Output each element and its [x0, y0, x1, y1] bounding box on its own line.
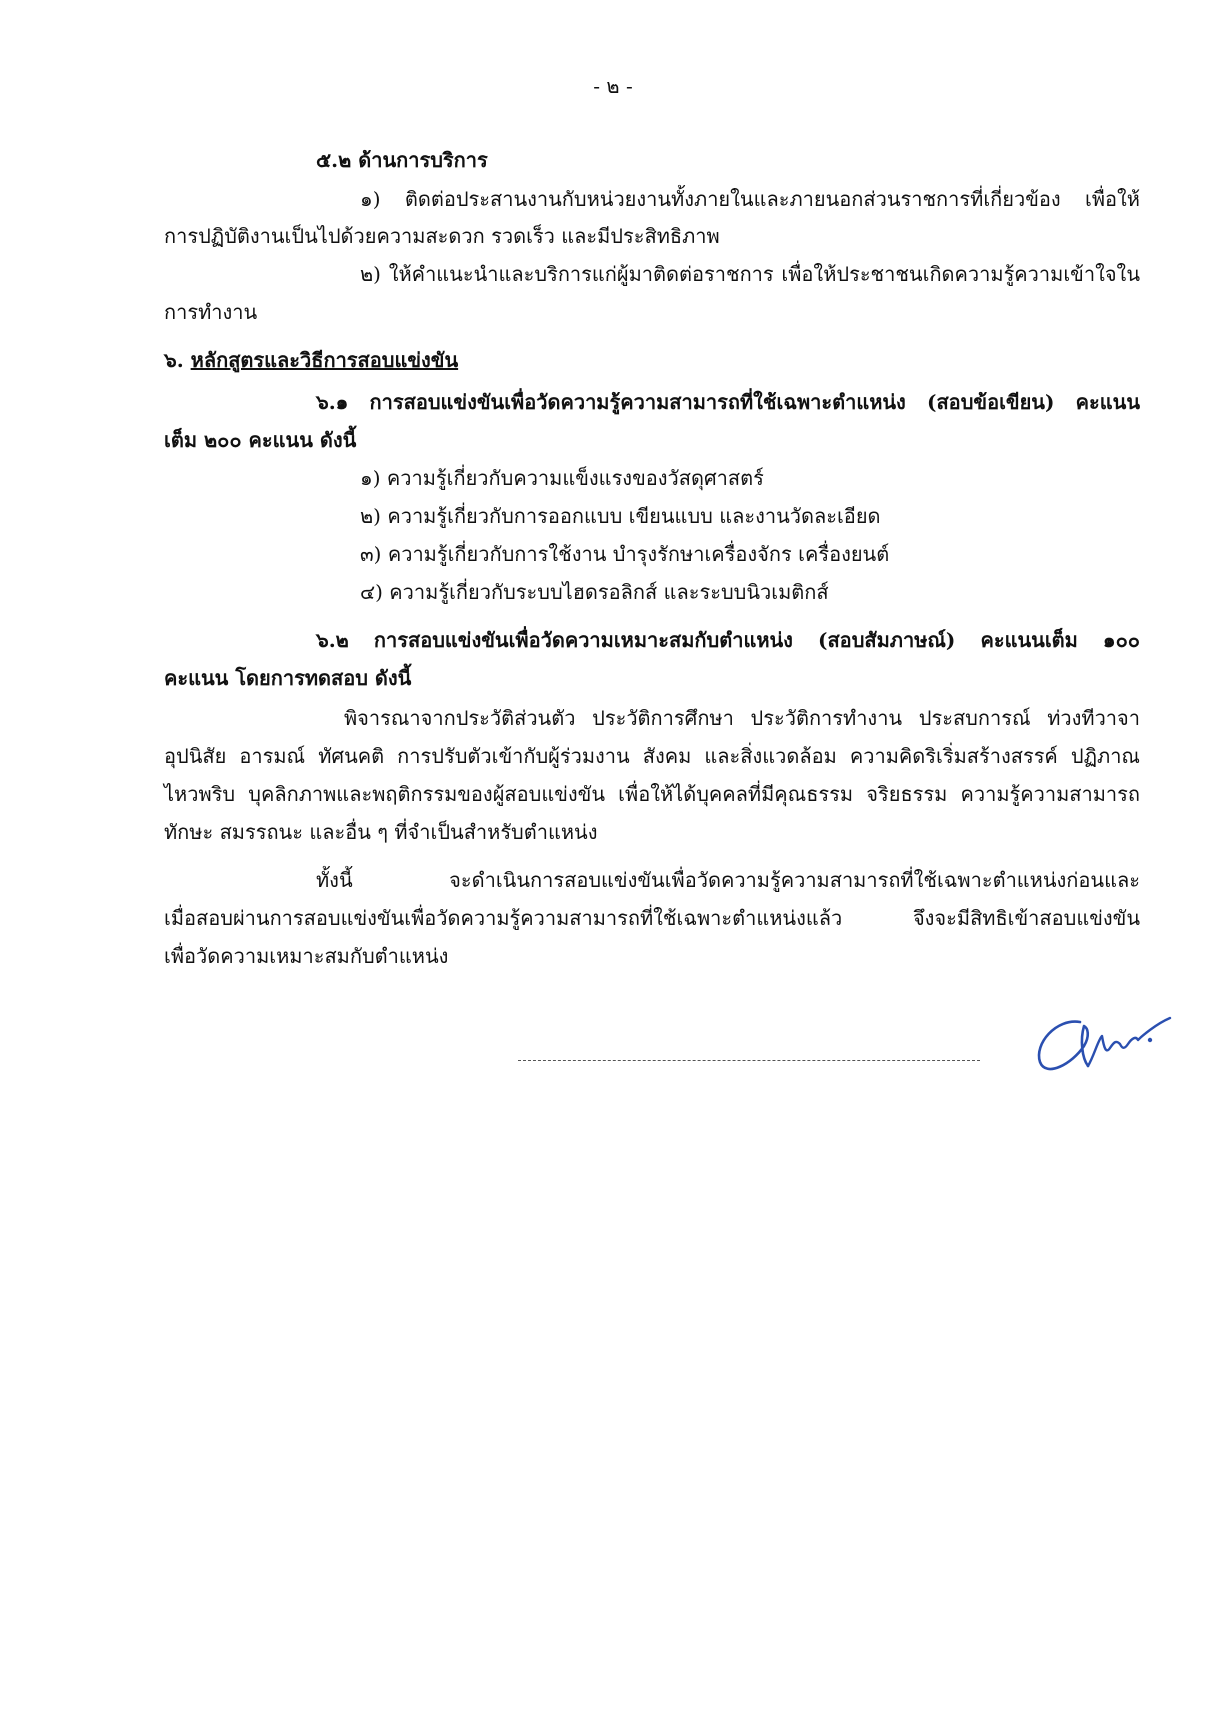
section-5-2-item2-line1: ๒) ให้คำแนะนำและบริการแก่ผู้มาติดต่อราชการ เพื่อให้ประชาชนเกิดความรู้ความเข้าใจใน — [360, 262, 1140, 286]
signature-line — [518, 1060, 980, 1061]
signature-mark — [1028, 1000, 1174, 1080]
section-6-2-line1: ๖.๒ การสอบแข่งขันเพื่อวัดความเหมาะสมกับตำแหน่ง (สอบสัมภาษณ์) คะแนนเต็ม ๑๐๐ — [316, 628, 1140, 652]
section-5-2-item2-line2: การทำงาน — [164, 300, 258, 324]
section-6-2-line2: คะแนน โดยการทดสอบ ดังนี้ — [164, 666, 412, 690]
section-6-number: ๖. — [164, 348, 184, 372]
closing-line1: ทั้งนี้ จะดำเนินการสอบแข่งขันเพื่อวัดความรู้ความสามารถที่ใช้เฉพาะตำแหน่งก่อนและ — [316, 868, 1140, 892]
section-6-1-item: ๓) ความรู้เกี่ยวกับการใช้งาน บำรุงรักษาเครื่องจักร เครื่องยนต์ — [360, 542, 890, 566]
section-6-2-paragraph-line4: ทักษะ สมรรถนะ และอื่น ๆ ที่จำเป็นสำหรับตำแหน่ง — [164, 820, 598, 844]
section-6-heading — [164, 346, 458, 374]
closing-line2: เมื่อสอบผ่านการสอบแข่งขันเพื่อวัดความรู้ความสามารถที่ใช้เฉพาะตำแหน่งแล้ว จึงจะมีสิทธิเข้าสอบแข่งขัน — [164, 906, 1140, 930]
section-5-2-heading: ๕.๒ ด้านการบริการ — [316, 148, 488, 172]
section-5-2-item1-line1: ๑) ติดต่อประสานงานกับหน่วยงานทั้งภายในและภายนอกส่วนราชการที่เกี่ยวข้อง เพื่อให้ — [360, 187, 1140, 211]
section-6-1-item: ๔) ความรู้เกี่ยวกับระบบไฮดรอลิกส์ และระบบนิวเมติกส์ — [360, 580, 829, 604]
section-6-2-paragraph-line1: พิจารณาจากประวัติส่วนตัว ประวัติการศึกษา ประวัติการทำงาน ประสบการณ์ ท่วงทีวาจา — [344, 706, 1140, 730]
closing-line3: เพื่อวัดความเหมาะสมกับตำแหน่ง — [164, 944, 449, 968]
section-6-1-line2: เต็ม ๒๐๐ คะแนน ดังนี้ — [164, 428, 357, 452]
page-number: - ๒ - — [593, 74, 633, 98]
section-6-1-item: ๑) ความรู้เกี่ยวกับความแข็งแรงของวัสดุศาสตร์ — [360, 466, 764, 490]
section-6-2-paragraph-line2: อุปนิสัย อารมณ์ ทัศนคติ การปรับตัวเข้ากับผู้ร่วมงาน สังคม และสิ่งแวดล้อม ความคิดริเริ่มสร้างสรรค์ ปฏิภาณ — [164, 744, 1140, 768]
section-5-2-item1-line2: การปฏิบัติงานเป็นไปด้วยความสะดวก รวดเร็ว และมีประสิทธิภาพ — [164, 224, 720, 248]
section-6-1-line1: ๖.๑ การสอบแข่งขันเพื่อวัดความรู้ความสามารถที่ใช้เฉพาะตำแหน่ง (สอบข้อเขียน) คะแนน — [316, 390, 1140, 414]
section-6-title: หลักสูตรและวิธีการสอบแข่งขัน — [190, 348, 459, 372]
section-6-1-item: ๒) ความรู้เกี่ยวกับการออกแบบ เขียนแบบ และงานวัดละเอียด — [360, 504, 881, 528]
section-6-2-paragraph-line3: ไหวพริบ บุคลิกภาพและพฤติกรรมของผู้สอบแข่งขัน เพื่อให้ได้บุคคลที่มีคุณธรรม จริยธรรม ความรู้ความสามารถ — [164, 782, 1140, 806]
